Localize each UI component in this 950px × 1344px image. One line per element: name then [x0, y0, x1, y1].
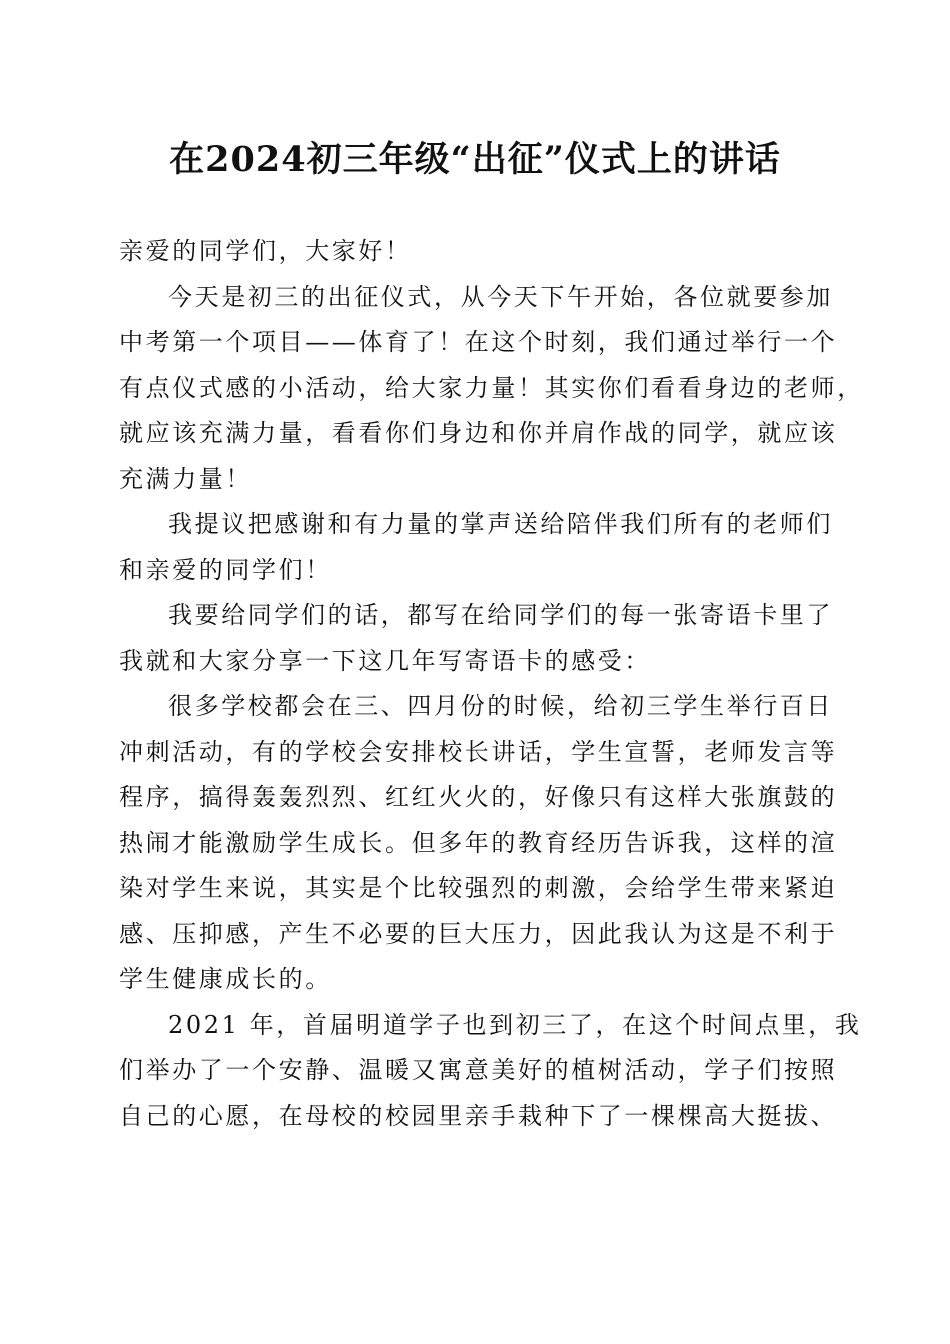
text-line: 感、压抑感，产生不必要的巨大压力，因此我认为这是不利于 — [119, 919, 838, 948]
text-line: 2021 年，首届明道学子也到初三了，在这个时间点里，我 — [168, 1010, 862, 1039]
text-line: 学生健康成长的。 — [119, 965, 332, 993]
text-line: 我提议把感谢和有力量的掌声送给陪伴我们所有的老师们 — [168, 510, 833, 538]
text-line: 们举办了一个安静、温暖又寓意美好的植树活动，学子们按照 — [119, 1056, 838, 1084]
text-line: 今天是初三的出征仪式，从今天下午开始，各位就要参加 — [168, 282, 833, 311]
text-line: 程序，搞得轰轰烈烈、红红火火的，好像只有这样大张旗鼓的 — [119, 783, 838, 811]
text-line: 我要给同学们的话，都写在给同学们的每一张寄语卡里了 — [168, 601, 833, 629]
text-line: 有点仪式感的小活动，给大家力量！其实你们看看身边的老师， — [119, 373, 864, 402]
text-line: 就应该充满力量，看看你们身边和你并肩作战的同学，就应该 — [119, 419, 838, 447]
text-line: 我就和大家分享一下这几年写寄语卡的感受： — [119, 646, 651, 675]
text-line: 染对学生来说，其实是个比较强烈的刺激，会给学生带来紧迫 — [119, 874, 838, 902]
text-line: 充满力量！ — [119, 464, 252, 493]
text-line: 和亲爱的同学们！ — [119, 555, 332, 584]
text-line: 热闹才能激励学生成长。但多年的教育经历告诉我，这样的渲 — [119, 828, 838, 857]
text-line: 很多学校都会在三、四月份的时候，给初三学生举行百日 — [168, 692, 833, 720]
document-title: 在2024初三年级“出征”仪式上的讲话 — [169, 139, 781, 180]
text-line: 亲爱的同学们，大家好！ — [119, 237, 412, 265]
document-body — [119, 229, 864, 1139]
text-line: 冲刺活动，有的学校会安排校长讲话，学生宣誓，老师发言等 — [119, 737, 838, 766]
text-line: 中考第一个项目——体育了！在这个时刻，我们通过举行一个 — [119, 328, 838, 356]
text-line: 自己的心愿，在母校的校园里亲手栽种下了一棵棵高大挺拔、 — [119, 1101, 838, 1130]
